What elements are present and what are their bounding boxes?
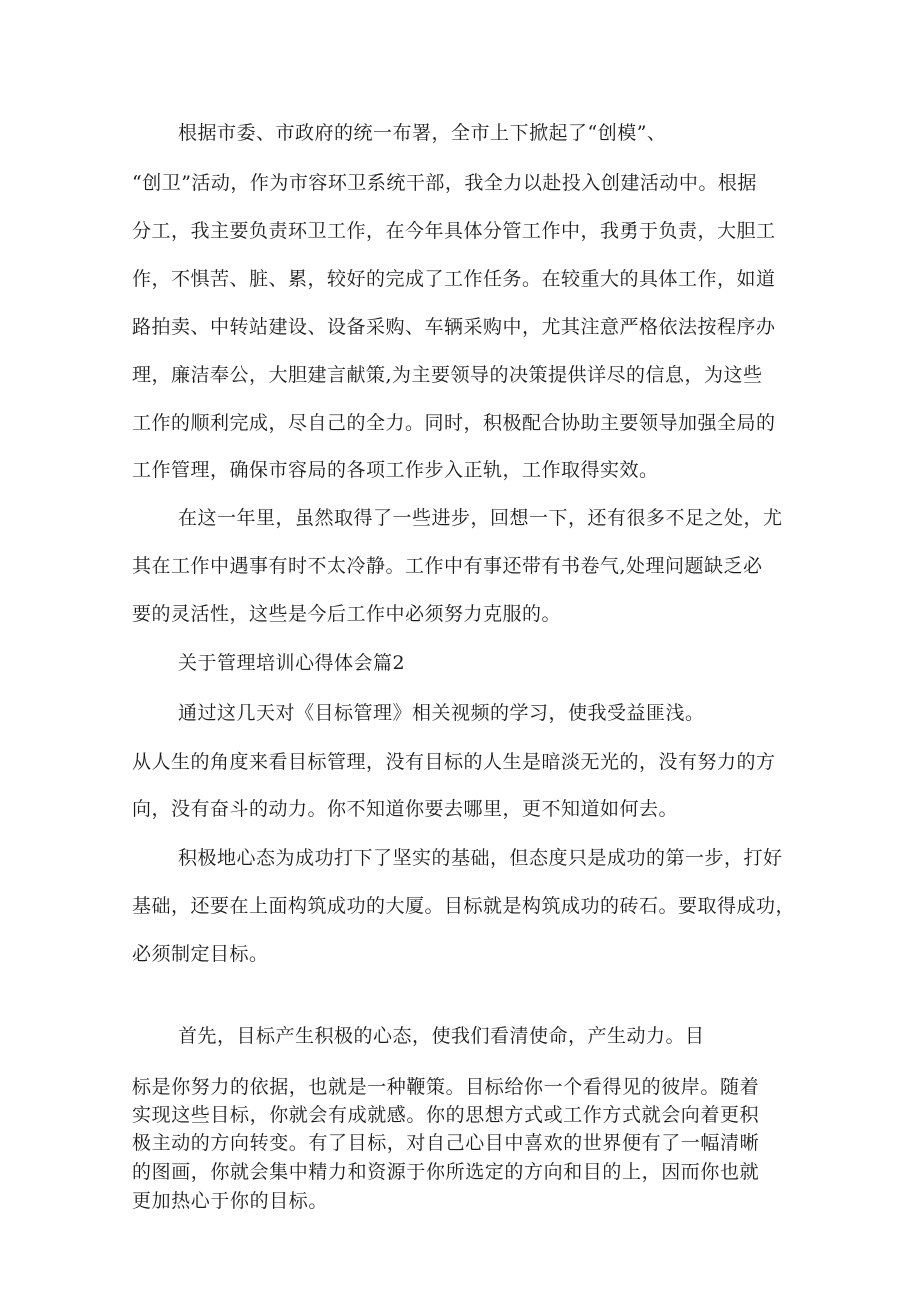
paragraph-1-line-7: 工作的顺利完成，尽自己的全力。同时，积极配合协助主要领导加强全局的: [132, 412, 776, 434]
paragraph-2-line-2: 其在工作中遇事有时不太冷静。工作中有事还带有书卷气,处理问题缺乏必: [132, 555, 763, 577]
paragraph-1-line-1: 根据市委、市政府的统一布署，全市上下掀起了“创模”、: [178, 122, 667, 144]
paragraph-4-line-1: 从人生的角度来看目标管理，没有目标的人生是暗淡无光的，没有努力的方: [132, 751, 776, 773]
paragraph-6-line-1: 首先，目标产生积极的心态，使我们看清使命，产生动力。目: [178, 1025, 705, 1047]
paragraph-5-line-1: 积极地心态为成功打下了坚实的基础，但态度只是成功的第一步，打好: [178, 847, 783, 869]
paragraph-2-line-3: 要的灵活性，这些是今后工作中必须努力克服的。: [132, 603, 562, 625]
section-heading: 关于管理培训心得体会篇2: [178, 652, 406, 674]
paragraph-6-line-5: 的图画，你就会集中精力和资源于你所选定的方向和目的上，因而你也就: [132, 1161, 760, 1183]
paragraph-1-line-3: 分工，我主要负责环卫工作，在今年具体分管工作中，我勇于负责，大胆工: [132, 220, 776, 242]
paragraph-1-line-2: “创卫”活动，作为市容环卫系统干部，我全力以赴投入创建活动中。根据: [132, 172, 757, 194]
paragraph-1-line-4: 作，不惧苦、脏、累，较好的完成了工作任务。在较重大的具体工作，如道: [132, 268, 776, 290]
paragraph-3-line-1: 通过这几天对《目标管理》相关视频的学习，使我受益匪浅。: [178, 702, 705, 724]
paragraph-6-line-6: 更加热心于你的目标。: [132, 1190, 329, 1212]
paragraph-6-line-4: 极主动的方向转变。有了目标，对自己心目中喜欢的世界便有了一幅清晰: [132, 1132, 760, 1154]
paragraph-1-line-5: 路拍卖、中转站建设、设备采购、车辆采购中，尤其注意严格依法按程序办: [132, 316, 776, 338]
paragraph-4-line-2: 向，没有奋斗的动力。你不知道你要去哪里，更不知道如何去。: [132, 798, 679, 820]
paragraph-6-line-2: 标是你努力的依据，也就是一种鞭策。目标给你一个看得见的彼岸。随着: [132, 1076, 760, 1098]
paragraph-1-line-6: 理，廉洁奉公，大胆建言献策,为主要领导的决策提供详尽的信息，为这些: [132, 364, 763, 386]
paragraph-1-line-8: 工作管理，确保市容局的各项工作步入正轨，工作取得实效。: [132, 459, 659, 481]
paragraph-2-line-1: 在这一年里，虽然取得了一些进步，回想一下，还有很多不足之处，尤: [178, 507, 783, 529]
paragraph-5-line-2: 基础，还要在上面构筑成功的大厦。目标就是构筑成功的砖石。要取得成功，: [132, 895, 796, 917]
paragraph-6-line-3: 实现这些目标，你就会有成就感。你的思想方式或工作方式就会向着更积: [132, 1104, 760, 1126]
paragraph-5-line-3: 必须制定目标。: [132, 943, 269, 965]
